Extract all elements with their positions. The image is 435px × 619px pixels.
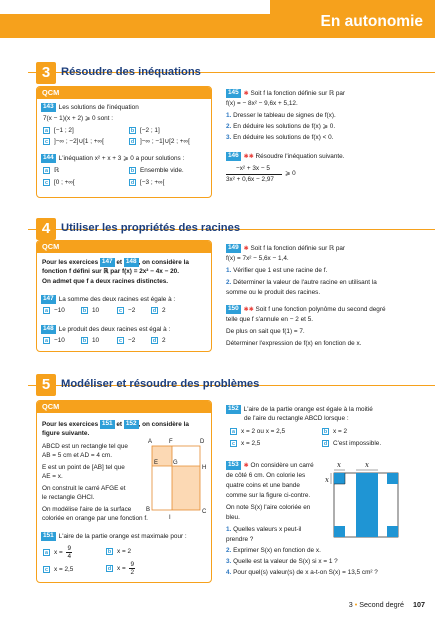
center-band (356, 473, 378, 537)
qcm-box (36, 400, 212, 583)
exercise-text: comme sur la figure ci-contre. (226, 492, 311, 499)
label-f: F (169, 439, 173, 445)
choice-d[interactable]: d ]−∞ ; −1]∪[2 ; +∞[ (130, 138, 190, 146)
qcm-label: QCM (37, 241, 212, 253)
choice-d[interactable]: d C'est impossible. (323, 440, 382, 448)
page-header (0, 0, 435, 38)
difficulty-stars: ✱✱ (243, 306, 254, 313)
choice-b[interactable]: b 10 (82, 337, 100, 345)
choice-a[interactable]: a −10 (45, 337, 65, 345)
choice-c[interactable]: c x = 2,5 (232, 440, 261, 448)
square-figure (325, 458, 415, 540)
exercise-text: bleu. (226, 514, 240, 521)
label-g: G (173, 460, 178, 466)
qcm-label: QCM (37, 401, 212, 413)
choice-b[interactable]: b [−2 ; 1] (130, 127, 160, 135)
qcm-intro: Pour les exercices 151 et 152 , on considère la (42, 420, 189, 428)
choice-c[interactable]: c −2 (119, 337, 136, 345)
exercise-text: telle que f s'annule en − 2 et 5. (226, 316, 314, 323)
question-line: 2. Déterminer la valeur de l'autre racine en utilisant la (226, 279, 377, 286)
section-number: 3 (36, 62, 56, 84)
question-line: 3. En déduire les solutions de f(x) < 0. (226, 134, 334, 141)
qcm-intro-line: fonction f défini sur ℝ par f(x) = 2x² − 4x − 20. (42, 268, 179, 275)
exercise-text: Déterminer l'expression de f(x) en fonction de x. (226, 340, 362, 347)
exercise-number: 149 (228, 244, 239, 251)
exercise-text: de l'aire du rectangle ABCD lorsque : (244, 415, 349, 422)
qcm-intro-line: On admet que f a deux racines distinctes. (42, 278, 169, 285)
exercise-number: 143 (43, 103, 54, 110)
label-b: B (146, 507, 151, 513)
exercise-number: 147 (43, 295, 54, 302)
choice-d[interactable]: d 2 (152, 307, 166, 315)
section-title: Utiliser les propriétés des racines (61, 222, 241, 234)
difficulty-stars: ✱ (243, 462, 249, 469)
corner-top-right (387, 473, 398, 484)
exercise-145: 145 ✱ Soit f la fonction définie sur ℝ par (228, 89, 346, 97)
text-line: E est un point de [AB] tel que (42, 464, 125, 471)
text-line: le rectangle GHCI. (42, 494, 95, 501)
rectangle-figure (143, 435, 211, 525)
choice-a[interactable]: a [−1 ; 2] (45, 127, 74, 135)
text-line: ABCD est un rectangle tel que (42, 443, 128, 450)
inequation-text: 7(x − 1)(x + 2) ⩾ 0 sont : (43, 115, 113, 122)
text-line: On modélise l'aire de la surface (42, 506, 132, 513)
exercise-number: 144 (43, 154, 54, 161)
qcm-label: QCM (37, 87, 212, 99)
chapter-number: 3 (348, 600, 353, 610)
fraction-bar (226, 174, 282, 175)
question-line-cont: prendre ? (226, 536, 254, 543)
footer-separator: • (354, 600, 358, 610)
exercise-number: 148 (43, 325, 54, 332)
choice-a[interactable]: a −10 (45, 307, 65, 315)
label-i: I (169, 515, 171, 521)
qcm-intro-line: figure suivante. (42, 430, 90, 437)
difficulty-stars: ✱✱ (243, 153, 254, 160)
exercise-148: 148 Le produit des deux racines est égal à : (43, 325, 171, 333)
choice-d[interactable]: d 2 (152, 337, 166, 345)
choice-d[interactable]: d x = $\frac{9}{2}$ (107, 561, 135, 576)
fraction: $\frac{9}{2}$ (130, 561, 135, 576)
qcm-intro: Pour les exercices 147 et 148 , on considère la (42, 258, 189, 266)
function-definition: f(x) = − 8x² − 9,6x + 5,12. (226, 100, 298, 107)
corner-top-left (334, 473, 345, 484)
exercise-146: 146 ✱✱ Résoudre l'inéquation suivante. (228, 152, 345, 160)
exercise-147: 147 La somme des deux racines est égale à : (43, 295, 176, 303)
fraction-numerator: −x² + 3x − 5 (236, 165, 270, 172)
text-line: On construit le carré AFGE et (42, 485, 126, 492)
choice-a[interactable]: a x = 2 ou x = 2,5 (232, 428, 286, 436)
exercise-number: 145 (228, 89, 239, 96)
exercise-143: 143 Les solutions de l'inéquation (43, 103, 139, 111)
fraction: $\frac{9}{4}$ (67, 545, 72, 560)
section-title: Modéliser et résoudre des problèmes (61, 378, 260, 390)
exercise-153: 153 ✱ On considère un carré (228, 461, 314, 469)
rectangle-ghci (172, 466, 200, 510)
text-line: AB = 5 cm et AD = 4 cm. (42, 452, 112, 459)
exercise-149: 149 ✱ Soit f la fonction définie sur ℝ par (228, 244, 346, 252)
text-line: coloriée en orange par une fonction f. (42, 515, 148, 522)
dimension-x-side: x (325, 476, 329, 484)
fraction-relation: ⩾ 0 (285, 170, 296, 177)
text-line: AE = x. (42, 473, 63, 480)
label-h: H (202, 465, 207, 471)
label-d: D (200, 439, 205, 445)
chapter-name: Second degré (359, 600, 404, 610)
exercise-number: 152 (228, 405, 239, 412)
question-line-cont: somme ou le produit des racines. (226, 289, 321, 296)
exercise-152: 152 L'aire de la partie orange est égale à la moitié (228, 405, 373, 413)
choice-c[interactable]: c −2 (119, 307, 136, 315)
corner-bottom-right (387, 526, 398, 537)
difficulty-stars: ✱ (243, 90, 249, 97)
exercise-number: 151 (43, 532, 54, 539)
exercise-text: On note S(x) l'aire coloriée en (226, 504, 311, 511)
difficulty-stars: ✱ (243, 245, 249, 252)
exercise-150: 150 ✱✱ Soit f une fonction polynôme du second degré (228, 305, 386, 313)
choice-c[interactable]: c ]−∞ ; −2]∪[1 ; +∞[ (45, 138, 104, 146)
choice-c[interactable]: c [0 ; +∞[ (45, 179, 75, 187)
label-e: E (154, 460, 159, 466)
page-footer (349, 600, 425, 610)
section-number: 5 (36, 374, 56, 396)
choice-a[interactable]: a x = $\frac{9}{4}$ (45, 545, 72, 560)
exercise-151: 151 L'aire de la partie orange est maximale pour : (43, 532, 187, 540)
question-line: 2. En déduire les solutions de f(x) ⩾ 0. (226, 123, 336, 130)
dimension-x-top: x (337, 461, 341, 469)
choice-b[interactable]: b 10 (82, 307, 100, 315)
choice-a[interactable]: a ℝ (45, 167, 60, 175)
choice-b[interactable]: b x = 2 (323, 428, 348, 436)
question-line: 1. Vérifier que 1 est une racine de f. (226, 267, 328, 274)
question-line: 4. Pour quel(s) valeur(s) de x a-t-on S(x) = 13,5 cm² ? (226, 569, 378, 576)
exercise-144: 144 L'inéquation x² + x + 3 ⩾ 0 a pour solutions : (43, 154, 185, 162)
question-line: 3. Quelle est la valeur de S(x) si x = 1 ? (226, 558, 338, 565)
section-title: Résoudre des inéquations (61, 66, 201, 78)
qcm-box (36, 86, 212, 198)
question-line: 2. Exprimer S(x) en fonction de x. (226, 547, 321, 554)
choice-b[interactable]: b x = 2 (107, 548, 132, 556)
choice-d[interactable]: d [−3 ; +∞[ (130, 179, 165, 187)
qcm-box (36, 240, 212, 352)
dimension-x-band: x (365, 461, 369, 469)
exercise-text: De plus on sait que f(1) = 7. (226, 328, 305, 335)
choice-c[interactable]: c x = 2,5 (45, 566, 74, 574)
choice-b[interactable]: b Ensemble vide. (130, 167, 184, 175)
question-line: 1. Dresser le tableau de signes de f(x). (226, 112, 336, 119)
label-a: A (148, 439, 153, 445)
fraction-denominator: 3x² + 0,6x − 2,97 (226, 176, 274, 183)
label-c: C (202, 509, 207, 515)
section-number: 4 (36, 218, 56, 240)
function-definition: f(x) = 7x² − 5,6x − 1,4. (226, 255, 289, 262)
page-number: 107 (413, 600, 425, 610)
exercise-number: 153 (228, 461, 239, 468)
exercise-text: quatre coins et une bande (226, 482, 300, 489)
corner-bottom-left (334, 526, 345, 537)
exercise-text: de côté 6 cm. On colorie les (226, 472, 306, 479)
exercise-number: 150 (228, 305, 239, 312)
question-line: 1. Quelles valeurs x peut-il (226, 526, 302, 533)
page-title: En autonomie (320, 13, 423, 30)
exercise-number: 146 (228, 152, 239, 159)
